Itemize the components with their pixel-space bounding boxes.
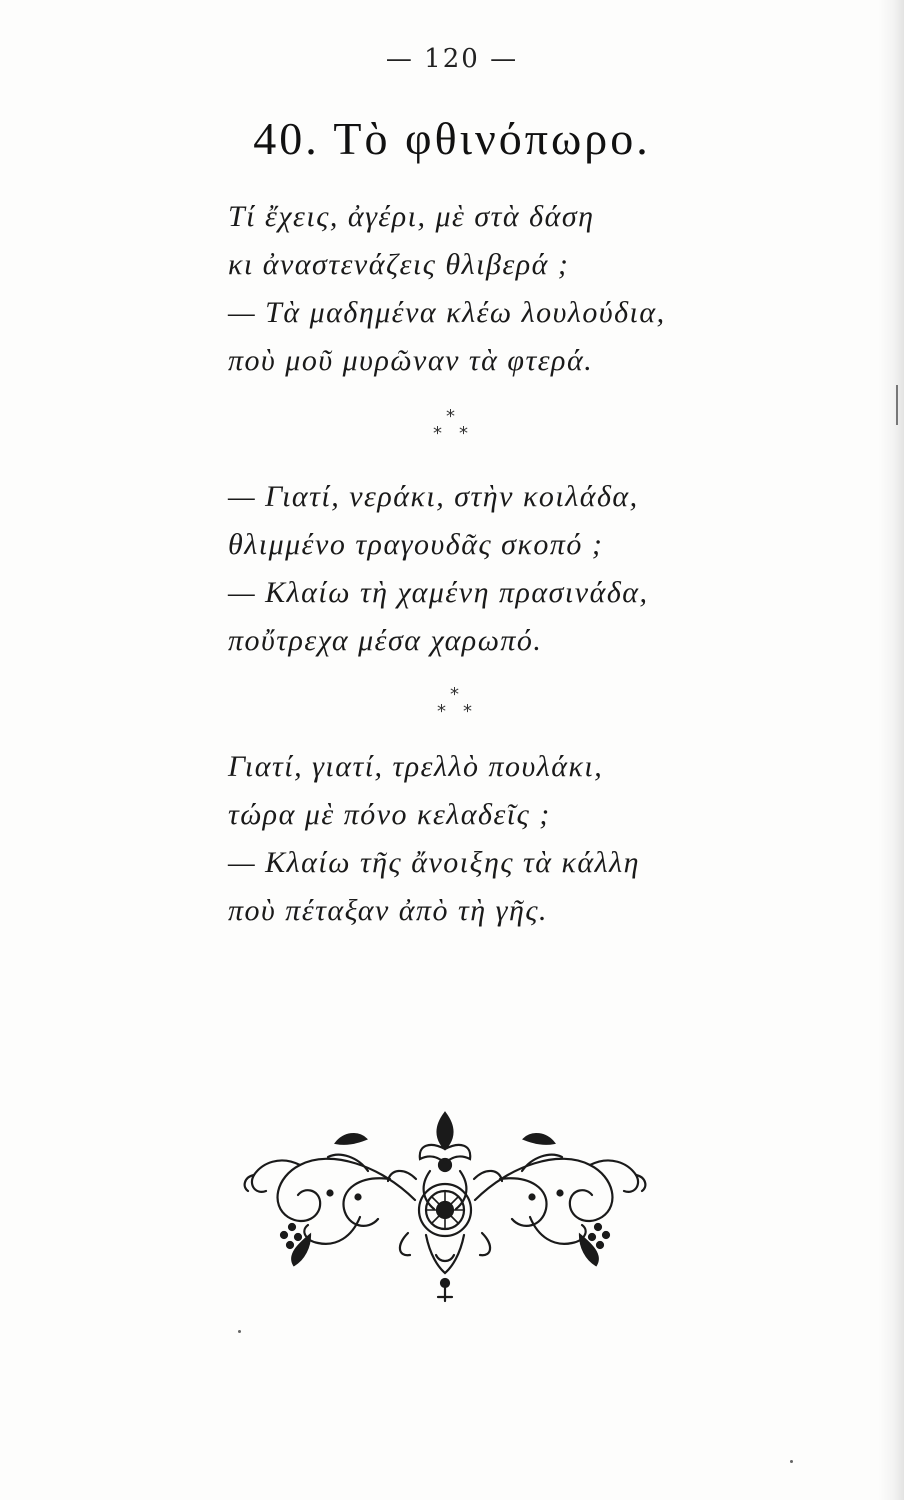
paper-speck — [238, 1330, 241, 1333]
section-asterism — [429, 684, 529, 724]
page-edge-mark — [896, 385, 898, 425]
asterism-star: * — [446, 406, 455, 427]
poem-title: 40. Τὸ φθινόπωρο. — [253, 113, 651, 164]
asterism-star: * — [433, 423, 442, 444]
verse-line: ποὺ μοῦ μυρῶναν τὰ φτερά. — [228, 344, 594, 377]
asterism-star: * — [450, 684, 459, 705]
verse-line: κι ἀναστενάζεις θλιβερά ; — [228, 248, 570, 281]
floral-tailpiece-ornament-icon — [240, 1105, 650, 1310]
page-number: — 120 — — [385, 44, 519, 74]
verse-line: — Κλαίω τὴ χαμένη πρασινάδα, — [228, 576, 649, 609]
verse-line: ποὺ πέταξαν ἀπὸ τὴ γῆς. — [228, 894, 549, 927]
page-edge-shadow — [878, 0, 904, 1500]
verse-line: — Τὰ μαδημένα κλέω λουλούδια, — [228, 296, 666, 329]
verse-line: ποὔτρεχα μέσα χαρωπό. — [228, 624, 543, 657]
verse-line: θλιμμένο τραγουδᾶς σκοπό ; — [228, 528, 604, 561]
verse-line: τώρα μὲ πόνο κελαδεῖς ; — [228, 798, 551, 831]
verse-line: Τί ἔχεις, ἀγέρι, μὲ στὰ δάση — [228, 200, 595, 233]
asterism-star: * — [463, 701, 472, 722]
verse-line: Γιατί, γιατί, τρελλὸ πουλάκι, — [228, 750, 604, 783]
verse-line: — Κλαίω τῆς ἄνοιξης τὰ κάλλη — [228, 846, 641, 879]
asterism-star: * — [459, 423, 468, 444]
section-asterism — [425, 406, 525, 446]
verse-line: — Γιατί, νεράκι, στὴν κοιλάδα, — [228, 480, 639, 513]
paper-speck — [790, 1460, 793, 1463]
asterism-star: * — [437, 701, 446, 722]
